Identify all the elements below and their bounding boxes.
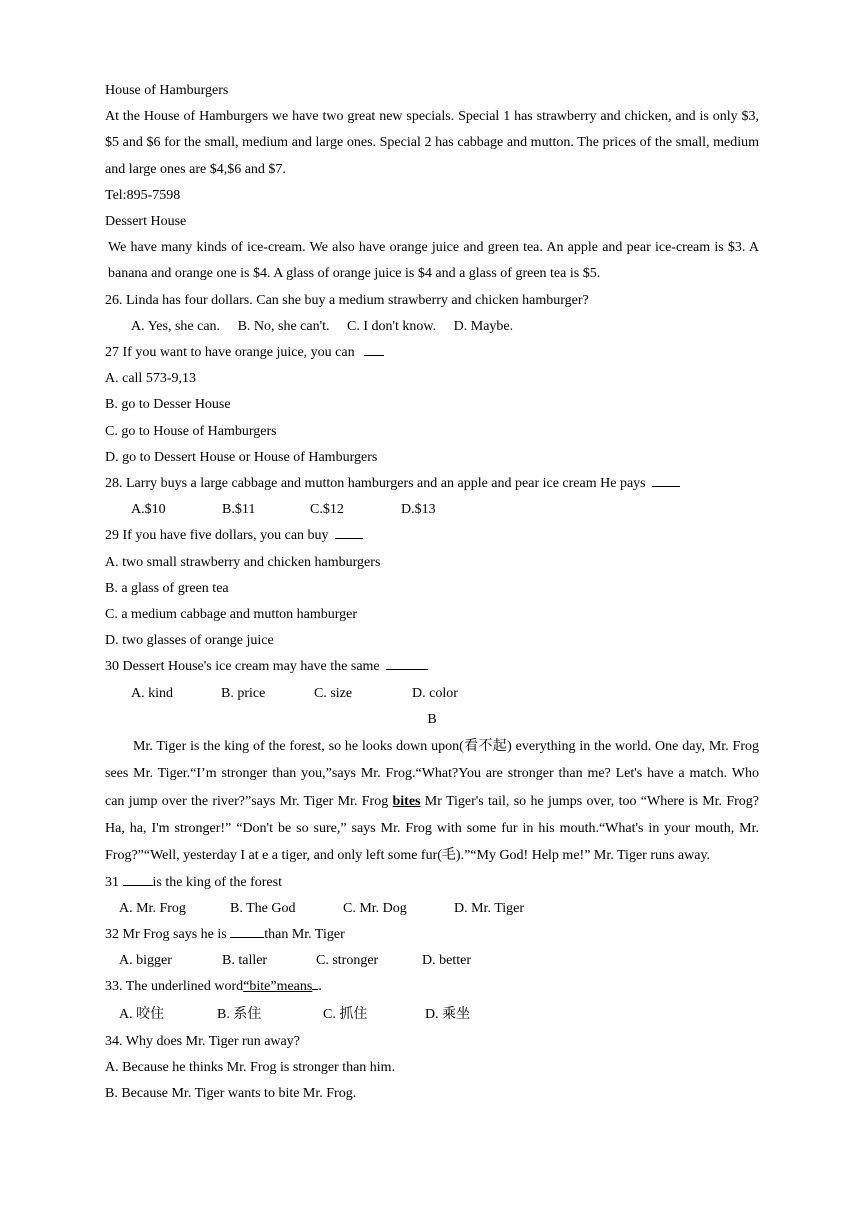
option-b: B.$11 bbox=[222, 502, 256, 518]
option-a: A.$10 bbox=[131, 502, 166, 518]
option-b: B. The God bbox=[230, 900, 296, 916]
answer-blank bbox=[230, 925, 264, 938]
option-a: A. Mr. Frog bbox=[119, 900, 186, 916]
question-27-stem bbox=[105, 340, 759, 366]
question-33-word: “bite”means bbox=[243, 979, 313, 995]
question-31-options bbox=[105, 896, 759, 922]
passage-a-title: House of Hamburgers bbox=[105, 83, 229, 98]
passage-b-heading: B bbox=[427, 711, 437, 727]
option-d: D. Mr. Tiger bbox=[454, 900, 525, 916]
question-31-text: is the king of the forest bbox=[152, 874, 282, 890]
question-32-text-2: than Mr. Tiger bbox=[264, 926, 345, 942]
answer-blank bbox=[652, 474, 680, 487]
question-28-text: 28. Larry buys a large cabbage and mutton hamburgers and an apple and pear ice cream He pays bbox=[105, 476, 646, 492]
passage-b-text-1: Mr. Tiger is the king of the forest, so he looks down upon(看不起) everything in the world. One day, Mr. Frog sees Mr. Tiger.“I’m stronger than you,”says Mr. Frog.“What?You are stronger than me? Let's have a match. Who can jump over the river?”says Mr. Tiger Mr. Frog bbox=[105, 739, 759, 809]
question-31-stem bbox=[105, 870, 759, 896]
passage-a-paragraph: At the House of Hamburgers we have two great new specials. Special 1 has strawberry and chicken, and is only $3, $5 and $6 for the small, medium and large ones. Special 2 has cabbage and mutton. The prices of the small, medium and large ones are $4,$6 and $7. bbox=[105, 109, 759, 177]
option-b: B. taller bbox=[222, 953, 268, 969]
option-a: A. kind bbox=[131, 685, 173, 701]
option-c: C. Mr. Dog bbox=[343, 900, 407, 916]
question-28-options bbox=[105, 497, 759, 523]
question-33-text-2: . bbox=[318, 979, 322, 995]
question-29-stem bbox=[105, 523, 759, 549]
question-32-text: 32 Mr Frog says he is bbox=[105, 926, 227, 942]
question-32-options bbox=[105, 948, 759, 974]
question-29-option-b: B. a glass of green tea bbox=[105, 580, 229, 596]
question-29-option-d: D. two glasses of orange juice bbox=[105, 633, 274, 649]
question-34-stem: 34. Why does Mr. Tiger run away? bbox=[105, 1033, 300, 1049]
passage-a-tel: Tel:895-7598 bbox=[105, 187, 181, 203]
option-a: A. 咬住 bbox=[119, 1006, 165, 1022]
passage-b-text-2: Mr Tiger's tail, so he jumps over, too “Where is Mr. Frog? Ha, ha, I'm stronger!” “Don't be so sure,” says Mr. Frog with some fur in his mouth.“What's in your mouth, Mr. Frog?”“Well, yesterday I at e a tiger, and only left some fur(毛).”“My God! Help me!” Mr. Tiger runs away. bbox=[105, 793, 759, 864]
answer-blank bbox=[123, 873, 153, 886]
question-29-option-c: C. a medium cabbage and mutton hamburger bbox=[105, 607, 358, 623]
question-26-stem: 26. Linda has four dollars. Can she buy a medium strawberry and chicken hamburger? bbox=[105, 292, 589, 308]
option-c: C. size bbox=[314, 685, 353, 701]
question-33-stem bbox=[105, 974, 759, 1000]
question-30-text: 30 Dessert House's ice cream may have the same bbox=[105, 659, 380, 675]
document-content bbox=[105, 78, 759, 1107]
option-c: C.$12 bbox=[310, 502, 344, 518]
option-b: B. price bbox=[221, 685, 266, 701]
question-34-option-a: A. Because he thinks Mr. Frog is stronger than him. bbox=[105, 1059, 396, 1075]
option-b: B. No, she can't. bbox=[237, 318, 330, 334]
question-27-text: 27 If you want to have orange juice, you can bbox=[105, 345, 355, 361]
question-34-option-b: B. Because Mr. Tiger wants to bite Mr. Frog. bbox=[105, 1085, 357, 1101]
option-d: D. color bbox=[412, 685, 458, 701]
question-31-number: 31 bbox=[105, 874, 119, 890]
option-a: A. Yes, she can. bbox=[131, 318, 221, 334]
option-d: D. better bbox=[422, 953, 471, 969]
option-b: B. 系住 bbox=[217, 1006, 262, 1022]
question-28-stem bbox=[105, 471, 759, 497]
passage-b-paragraph bbox=[105, 733, 759, 869]
question-29-option-a: A. two small strawberry and chicken hamburgers bbox=[105, 554, 381, 570]
underlined-word-bites: bites bbox=[392, 793, 421, 809]
option-c: C. stronger bbox=[316, 953, 379, 969]
question-27-option-a: A. call 573-9,13 bbox=[105, 371, 196, 387]
question-32-stem bbox=[105, 922, 759, 948]
answer-blank bbox=[364, 343, 384, 356]
answer-blank bbox=[386, 657, 428, 670]
answer-blank bbox=[335, 526, 363, 539]
question-26-options bbox=[105, 314, 759, 340]
option-a: A. bigger bbox=[119, 953, 172, 969]
question-27-option-b: B. go to Desser House bbox=[105, 397, 231, 413]
question-33-options bbox=[105, 1001, 759, 1029]
option-c: C. 抓住 bbox=[323, 1006, 368, 1022]
question-30-options bbox=[105, 681, 759, 707]
question-30-stem bbox=[105, 654, 759, 680]
option-d: D. 乘坐 bbox=[425, 1006, 471, 1022]
option-d: D.$13 bbox=[401, 502, 436, 518]
question-27-option-c: C. go to House of Hamburgers bbox=[105, 423, 277, 439]
passage-a-paragraph-2: We have many kinds of ice-cream. We also have orange juice and green tea. An apple and pear ice-cream is $3. A banana and orange one is $4. A glass of orange juice is $4 and a glass of green tea is $5. bbox=[108, 240, 759, 282]
question-29-text: 29 If you have five dollars, you can buy bbox=[105, 528, 329, 544]
question-33-text: 33. The underlined word bbox=[105, 979, 244, 995]
option-d: D. Maybe. bbox=[453, 318, 514, 334]
question-27-option-d: D. go to Dessert House or House of Hamburgers bbox=[105, 449, 378, 465]
option-c: C. I don't know. bbox=[347, 318, 437, 334]
passage-a-subtitle: Dessert House bbox=[105, 214, 187, 230]
